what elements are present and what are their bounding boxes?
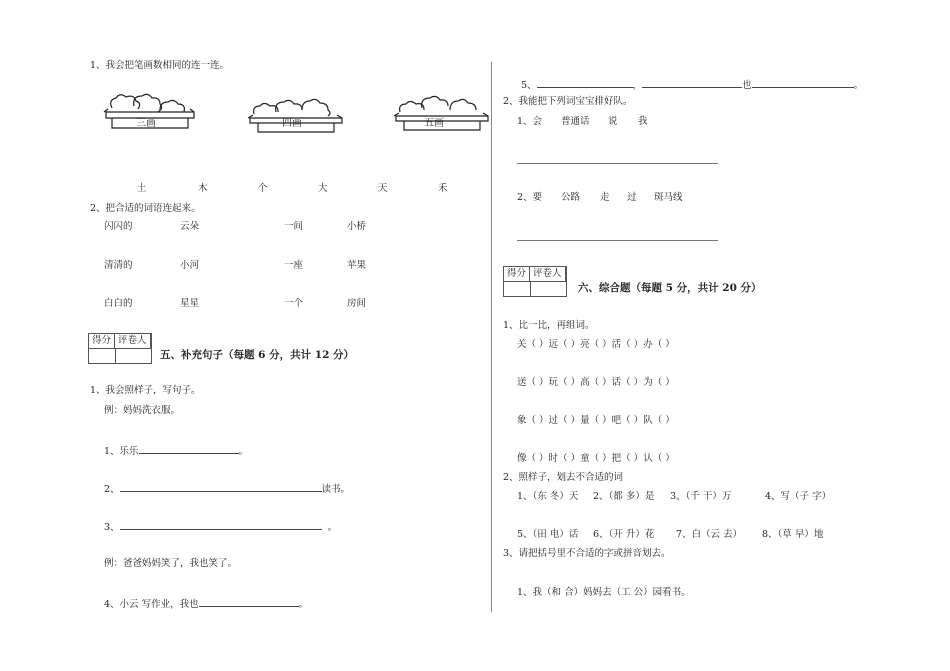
r-question-2-title: 2、我能把下列词宝宝排好队。 xyxy=(503,96,633,107)
compare-row: 像（ ）时（ ）童（ ）把（ ）认（ ） xyxy=(517,453,675,464)
answer-paren[interactable]: （ ） xyxy=(621,453,644,464)
answer-blank[interactable] xyxy=(120,482,322,492)
char-item: 大 xyxy=(318,183,328,194)
answer-blank[interactable] xyxy=(537,78,633,88)
pattern-item[interactable]: 5、（田 电）话 xyxy=(517,529,579,540)
word-item: 普通话 xyxy=(561,116,590,127)
s5-line-2-prefix: 2、 xyxy=(104,484,120,495)
answer-paren[interactable]: （ ） xyxy=(526,415,549,426)
pattern-item[interactable]: 2、（都 多）是 xyxy=(593,491,655,502)
reviewer-label: 评卷人 xyxy=(115,334,151,348)
match-word: 星星 xyxy=(180,298,200,309)
question-1-title: 1、我会把笔画数相同的连一连。 xyxy=(90,60,230,71)
s5-line-3 xyxy=(104,520,337,534)
s5-line-2 xyxy=(104,482,350,496)
compare-row: 象（ ）过（ ）量（ ）吧（ ）队（ ） xyxy=(517,415,675,426)
pattern-item[interactable]: 1、（东 冬）天 xyxy=(517,491,579,502)
match-word: 白白的 xyxy=(104,298,133,309)
answer-paren[interactable]: （ ） xyxy=(621,339,644,350)
answer-paren[interactable]: （ ） xyxy=(558,339,581,350)
answer-blank[interactable] xyxy=(199,597,299,607)
section-5-title: 五、补充句子（每题 6 分，共计 12 分） xyxy=(160,349,355,361)
char-item: 禾 xyxy=(438,183,448,194)
answer-paren[interactable]: （ ） xyxy=(558,453,581,464)
s5-line-1-suffix: 。 xyxy=(238,446,249,457)
answer-paren[interactable]: （ ） xyxy=(589,453,612,464)
column-divider xyxy=(491,62,492,612)
s5-line-4-prefix: 4、小云 写作业，我也 xyxy=(104,599,199,610)
pattern-item[interactable]: 6、（开 升）花 xyxy=(593,529,655,540)
section-6-title: 六、综合题（每题 5 分，共计 20 分） xyxy=(578,282,762,294)
r-question-3-line[interactable]: 1、我（和 合）妈妈去（工 公）园看书。 xyxy=(517,587,691,598)
answer-paren[interactable]: （ ） xyxy=(589,415,612,426)
answer-line[interactable] xyxy=(517,163,718,164)
s5-example-1: 例：妈妈洗衣服。 xyxy=(104,405,181,416)
answer-paren[interactable]: （ ） xyxy=(526,339,549,350)
word-item: 我 xyxy=(638,116,648,127)
char-item: 土 xyxy=(137,183,147,194)
score-label: 得分 xyxy=(89,334,115,348)
score-box xyxy=(88,333,152,349)
pattern-item[interactable]: 7、白（云 去） xyxy=(676,529,743,540)
compare-row: 关（ ）远（ ）亮（ ）活（ ）办（ ） xyxy=(517,339,675,350)
word-item: 1、会 xyxy=(517,116,543,127)
match-word: 小桥 xyxy=(347,221,367,232)
r-line-5-prefix: 5、 xyxy=(521,80,537,91)
word-item: 公路 xyxy=(561,192,581,203)
answer-blank[interactable] xyxy=(752,78,854,88)
s5-question-1: 1、我会照样子，写句子。 xyxy=(90,385,201,396)
answer-paren[interactable]: （ ） xyxy=(652,377,675,388)
r-line-5-mid: 也 xyxy=(742,80,752,91)
score-label: 得分 xyxy=(504,267,530,281)
pattern-item[interactable]: 4、写（子 字） xyxy=(765,491,832,502)
pattern-item[interactable]: 3、（千 干）万 xyxy=(670,491,732,502)
s5-line-1 xyxy=(104,444,248,458)
word-item: 说 xyxy=(608,116,618,127)
match-word: 一个 xyxy=(284,298,304,309)
r-question-3-title: 3、请把括号里不合适的字或拼音划去。 xyxy=(503,548,671,559)
word-item: 2、要 xyxy=(517,192,543,203)
answer-paren[interactable]: （ ） xyxy=(558,377,581,388)
match-word: 房间 xyxy=(347,298,367,309)
answer-line[interactable] xyxy=(517,240,718,241)
match-word: 清清的 xyxy=(104,260,133,271)
r-line-5 xyxy=(521,78,863,92)
pot-label-four: 四画 xyxy=(282,118,302,129)
s5-line-1-prefix: 1、乐乐 xyxy=(104,446,139,457)
match-word: 苹果 xyxy=(347,260,367,271)
match-word: 一座 xyxy=(284,260,304,271)
answer-paren[interactable]: （ ） xyxy=(621,415,644,426)
r-question-1-title: 1、比一比，再组词。 xyxy=(503,320,595,331)
r-line-5-end: 。 xyxy=(853,80,864,91)
r-line-5-comma: ， xyxy=(632,80,643,91)
answer-paren[interactable]: （ ） xyxy=(558,415,581,426)
reviewer-label: 评卷人 xyxy=(530,267,566,281)
answer-paren[interactable]: （ ） xyxy=(589,339,612,350)
answer-paren[interactable]: （ ） xyxy=(526,377,549,388)
s5-line-3-suffix: 。 xyxy=(327,522,338,533)
s5-line-4-suffix: 。 xyxy=(298,599,309,610)
char-item: 个 xyxy=(258,183,268,194)
answer-paren[interactable]: （ ） xyxy=(526,453,549,464)
pattern-item[interactable]: 8、（草 早）地 xyxy=(762,529,824,540)
char-item: 木 xyxy=(198,183,208,194)
flower-pot-icon xyxy=(246,96,346,136)
match-word: 云朵 xyxy=(180,221,200,232)
answer-paren[interactable]: （ ） xyxy=(652,339,675,350)
answer-paren[interactable]: （ ） xyxy=(652,453,675,464)
answer-blank[interactable] xyxy=(120,520,322,530)
s5-line-3-prefix: 3、 xyxy=(104,522,120,533)
score-box xyxy=(503,266,567,282)
pot-label-three: 三画 xyxy=(136,118,156,129)
match-word: 一间 xyxy=(284,221,304,232)
answer-paren[interactable]: （ ） xyxy=(652,415,675,426)
answer-paren[interactable]: （ ） xyxy=(621,377,644,388)
word-item: 斑马线 xyxy=(654,192,683,203)
word-item: 过 xyxy=(627,192,637,203)
match-word: 闪闪的 xyxy=(104,221,133,232)
word-item: 走 xyxy=(600,192,610,203)
s5-line-2-suffix: 读书。 xyxy=(321,484,351,495)
s5-example-2: 例：爸爸妈妈笑了，我也笑了。 xyxy=(104,558,238,569)
question-2-title: 2、把合适的词语连起来。 xyxy=(90,203,201,214)
char-item: 天 xyxy=(378,183,388,194)
answer-blank[interactable] xyxy=(642,78,742,88)
answer-blank[interactable] xyxy=(139,444,239,454)
answer-paren[interactable]: （ ） xyxy=(589,377,612,388)
pot-label-five: 五画 xyxy=(424,118,444,129)
s5-line-4 xyxy=(104,597,308,611)
match-word: 小河 xyxy=(180,260,200,271)
compare-row: 送（ ）玩（ ）高（ ）话（ ）为（ ） xyxy=(517,377,675,388)
r-question-2b-title: 2、照样子，划去不合适的词 xyxy=(503,472,624,483)
